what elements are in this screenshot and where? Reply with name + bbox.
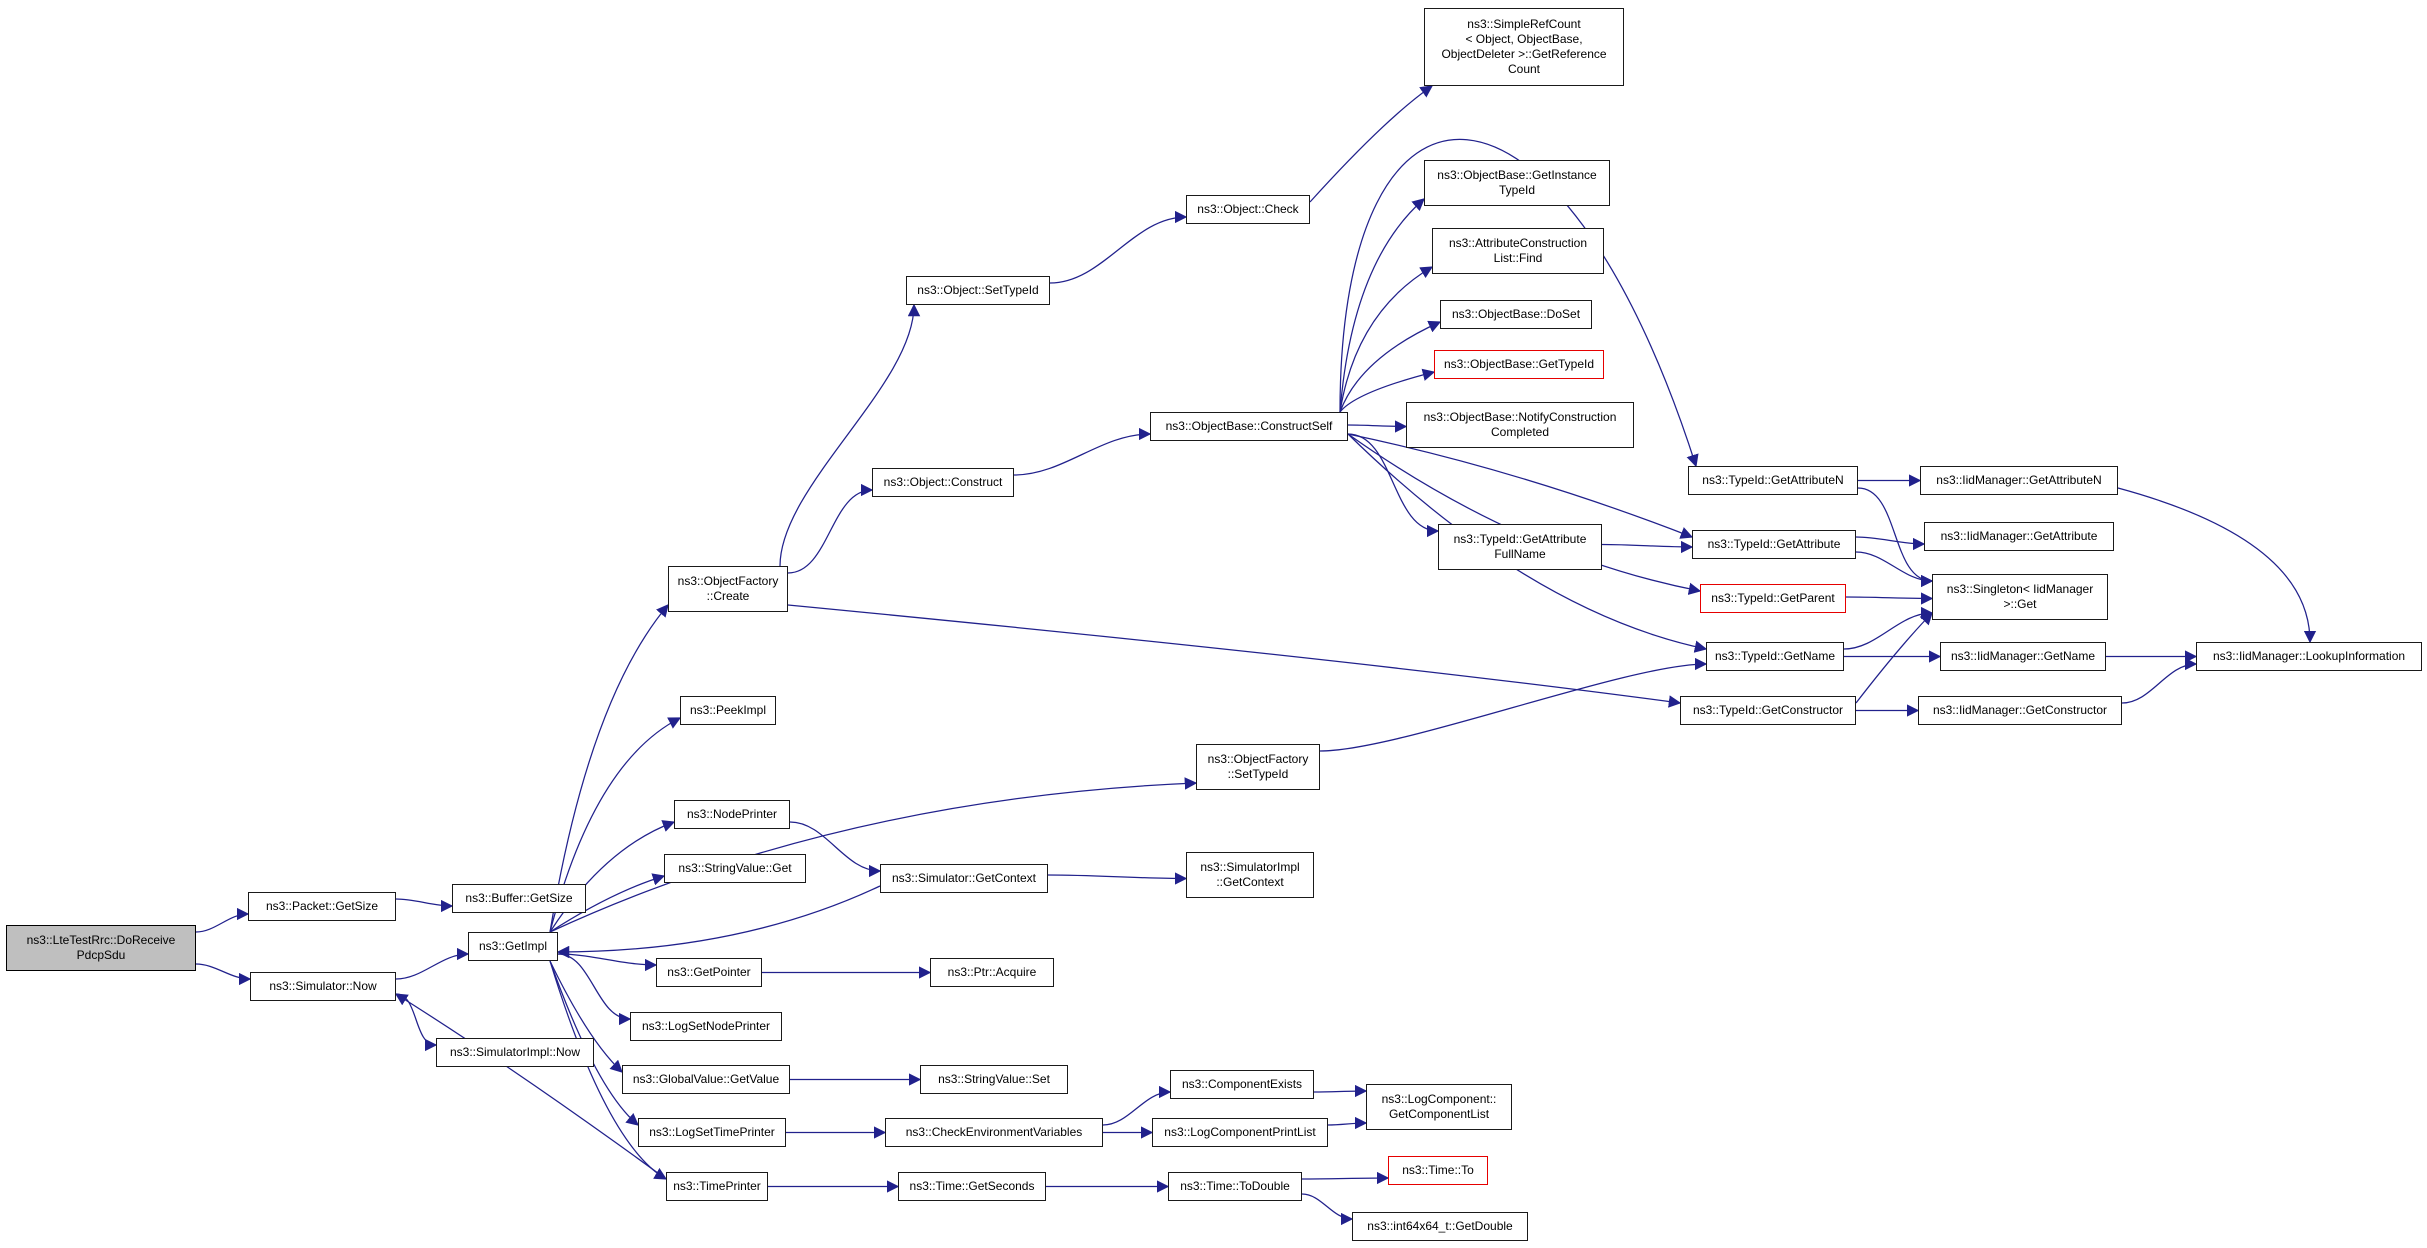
node-ptr-acquire[interactable]	[930, 958, 1054, 987]
node-tid-getattribute[interactable]	[1692, 530, 1856, 559]
node-simulatorimpl-now[interactable]	[436, 1038, 594, 1067]
node-label-line: ns3::SimpleRefCount	[1467, 17, 1581, 31]
node-sv-get[interactable]	[664, 854, 806, 883]
node-label-line: ns3::IidManager::GetAttributeN	[1936, 473, 2102, 487]
node-label-line: FullName	[1494, 547, 1546, 561]
node-label-line: ns3::LogSetNodePrinter	[641, 1019, 771, 1033]
node-label-line: ns3::Ptr::Acquire	[947, 965, 1037, 979]
node-singleton-get[interactable]	[1932, 574, 2108, 620]
node-tid-getname[interactable]	[1706, 642, 1844, 671]
node-label-line: ns3::Object::SetTypeId	[917, 283, 1039, 297]
node-label-line: ns3::NodePrinter	[686, 807, 778, 821]
edge-componentexists-to-logcomp-getcomplist	[1314, 1091, 1366, 1092]
node-label-line: < Object, ObjectBase,	[1465, 32, 1583, 46]
node-label-line: ObjectDeleter >::GetReference	[1441, 47, 1607, 61]
edge-tid-getparent-to-singleton-get	[1846, 597, 1932, 599]
node-simimpl-getcontext[interactable]	[1186, 852, 1314, 898]
node-label-line: ns3::TypeId::GetConstructor	[1692, 703, 1844, 717]
node-lookupinfo[interactable]	[2196, 642, 2422, 671]
node-label-line: ::Create	[706, 589, 750, 603]
node-label-line: ns3::LogSetTimePrinter	[649, 1125, 775, 1139]
edge-time-todouble-to-time-to	[1302, 1178, 1388, 1179]
node-label-line: ::GetContext	[1216, 875, 1284, 889]
node-label-line: ns3::IidManager::GetAttribute	[1940, 529, 2098, 543]
node-label-line: ns3::Time::To	[1402, 1163, 1474, 1177]
node-label-line: ns3::LogComponent::	[1381, 1092, 1497, 1106]
node-label-line: ns3::Time::ToDouble	[1180, 1179, 1290, 1193]
edge-constructself-to-getinstancetypeid	[1340, 199, 1424, 412]
node-label-line: ns3::Simulator::GetContext	[891, 871, 1037, 885]
node-label-line: ns3::ObjectBase::ConstructSelf	[1165, 419, 1333, 433]
node-constructself[interactable]	[1150, 412, 1348, 441]
node-gv-getvalue[interactable]	[622, 1065, 790, 1094]
node-sim-getcontext[interactable]	[880, 864, 1048, 893]
node-label-line: ns3::Time::GetSeconds	[909, 1179, 1035, 1193]
node-label-line: ns3::TypeId::GetAttribute	[1707, 537, 1841, 551]
edge-constructself-to-acl-find	[1340, 267, 1432, 412]
node-getinstancetypeid[interactable]	[1424, 160, 1610, 206]
node-label-line: List::Find	[1493, 251, 1543, 265]
node-checkenv[interactable]	[885, 1118, 1103, 1147]
edge-time-todouble-to-int64-getdouble	[1302, 1194, 1352, 1219]
node-componentexists[interactable]	[1170, 1070, 1314, 1099]
edge-iid-getattributen-to-lookupinfo	[2118, 488, 2310, 642]
edge-constructself-to-ob-doset	[1340, 322, 1440, 412]
node-sv-set[interactable]	[920, 1065, 1068, 1094]
edge-iid-getconstructor-to-lookupinfo	[2122, 664, 2196, 703]
edge-sim-getcontext-to-simimpl-getcontext	[1048, 875, 1186, 879]
node-int64-getdouble[interactable]	[1352, 1212, 1528, 1241]
node-ob-doset[interactable]	[1440, 300, 1592, 329]
node-label-line: ns3::TypeId::GetAttribute	[1453, 532, 1587, 546]
node-label-line: Count	[1507, 62, 1541, 76]
node-of-create[interactable]	[668, 566, 788, 612]
node-label-line: ns3::TypeId::GetName	[1714, 649, 1836, 663]
edge-packet-getsize-to-buffer-getsize	[396, 899, 452, 906]
node-time-todouble[interactable]	[1168, 1172, 1302, 1201]
node-label-line: ns3::IidManager::GetConstructor	[1932, 703, 2108, 717]
node-label-line: ns3::int64x64_t::GetDouble	[1367, 1219, 1513, 1233]
node-simplerefcount[interactable]	[1424, 8, 1624, 86]
node-timeprinter[interactable]	[666, 1172, 768, 1201]
edge-tid-getattrfullname-to-tid-getattribute	[1602, 545, 1692, 548]
node-label-line: ns3::PeekImpl	[689, 703, 767, 717]
node-of-settypeid[interactable]	[1196, 744, 1320, 790]
edge-logcomponentprintlist-to-logcomp-getcomplist	[1328, 1123, 1366, 1125]
node-getpointer[interactable]	[656, 958, 762, 987]
node-tid-getconstructor[interactable]	[1680, 696, 1856, 725]
node-label-line: TypeId	[1498, 183, 1536, 197]
node-label-line: ns3::ObjectBase::DoSet	[1451, 307, 1581, 321]
node-simulator-now[interactable]	[250, 972, 396, 1001]
node-nodeprinter[interactable]	[674, 800, 790, 829]
node-label-line: ns3::IidManager::GetName	[1950, 649, 2096, 663]
node-obj-construct[interactable]	[872, 468, 1014, 497]
node-ob-notify[interactable]	[1406, 402, 1634, 448]
node-iid-getname[interactable]	[1940, 642, 2106, 671]
edge-tid-getattribute-to-iid-getattribute	[1856, 537, 1924, 544]
node-label-line: ns3::StringValue::Set	[938, 1072, 1050, 1086]
node-iid-getattribute[interactable]	[1924, 522, 2114, 551]
node-label-line: ns3::Object::Check	[1197, 202, 1299, 216]
node-ob-gettypeid[interactable]	[1434, 350, 1604, 379]
node-time-getseconds[interactable]	[898, 1172, 1046, 1201]
node-obj-check[interactable]	[1186, 195, 1310, 224]
node-label-line: >::Get	[2003, 597, 2037, 611]
node-label-line: ns3::ObjectBase::GetInstance	[1437, 168, 1597, 182]
node-label-line: ns3::Singleton< IidManager	[1946, 582, 2094, 596]
node-label-line: ns3::StringValue::Get	[678, 861, 792, 875]
edge-of-settypeid-to-tid-getname	[1320, 664, 1706, 751]
node-label-line: ns3::ComponentExists	[1181, 1077, 1303, 1091]
node-logcomp-getcomplist[interactable]	[1366, 1084, 1512, 1130]
node-label-line: ns3::SimulatorImpl	[1200, 860, 1300, 874]
edge-simulator-now-to-simulatorimpl-now	[396, 994, 436, 1045]
node-peekimpl[interactable]	[680, 696, 776, 725]
node-label-line: ns3::ObjectBase::NotifyConstruction	[1423, 410, 1617, 424]
node-logsetnodeprinter[interactable]	[630, 1012, 782, 1041]
node-getimpl[interactable]	[468, 932, 558, 961]
node-label-line: ns3::ObjectFactory	[1207, 752, 1309, 766]
node-label-line: ns3::Simulator::Now	[269, 979, 377, 993]
node-label-line: Completed	[1490, 425, 1550, 439]
edge-getimpl-to-of-create	[550, 605, 668, 932]
edge-getimpl-to-of-settypeid	[550, 783, 1196, 932]
node-label-line: PdcpSdu	[76, 948, 126, 962]
node-packet-getsize[interactable]	[248, 892, 396, 921]
node-label-line: ns3::TypeId::GetParent	[1711, 591, 1835, 605]
edge-simulator-now-to-getimpl	[396, 954, 468, 979]
node-label-line: ns3::Packet::GetSize	[265, 899, 379, 913]
node-iid-getattributen[interactable]	[1920, 466, 2118, 495]
node-label-line: ns3::ObjectFactory	[677, 574, 779, 588]
node-buffer-getsize[interactable]	[452, 884, 586, 913]
node-logsettimeprinter[interactable]	[638, 1118, 786, 1147]
node-label-line: ns3::ObjectBase::GetTypeId	[1443, 357, 1595, 371]
node-label-line: ns3::TimePrinter	[673, 1179, 761, 1193]
node-tid-getattrfullname[interactable]	[1438, 524, 1602, 570]
node-label-line: ns3::LteTestRrc::DoReceive	[26, 933, 176, 947]
node-label-line: ns3::LogComponentPrintList	[1164, 1125, 1316, 1139]
edge-obj-construct-to-constructself	[1014, 434, 1150, 475]
node-label-line: ns3::SimulatorImpl::Now	[449, 1045, 581, 1059]
node-logcomponentprintlist[interactable]	[1152, 1118, 1328, 1147]
edge-constructself-to-tid-getattrfullname	[1348, 434, 1438, 531]
edge-tid-getname-to-singleton-get	[1844, 613, 1932, 649]
node-label-line: ns3::CheckEnvironmentVariables	[905, 1125, 1083, 1139]
node-label-line: ns3::GetPointer	[667, 965, 751, 979]
node-iid-getconstructor[interactable]	[1918, 696, 2122, 725]
node-label-line: GetComponentList	[1388, 1107, 1490, 1121]
node-obj-settypeid[interactable]	[906, 276, 1050, 305]
node-time-to[interactable]	[1388, 1156, 1488, 1185]
edge-obj-check-to-simplerefcount	[1310, 86, 1432, 202]
edge-constructself-to-ob-notify	[1348, 425, 1406, 427]
node-label-line: ::SetTypeId	[1227, 767, 1289, 781]
edge-of-create-to-obj-settypeid	[780, 305, 914, 566]
edge-main-to-packet-getsize	[196, 914, 248, 932]
node-label-line: ns3::GlobalValue::GetValue	[632, 1072, 780, 1086]
edge-of-create-to-tid-getconstructor	[788, 605, 1680, 703]
node-tid-getattributen[interactable]	[1688, 466, 1858, 495]
node-tid-getparent[interactable]	[1700, 584, 1846, 613]
node-label-line: ns3::IidManager::LookupInformation	[2212, 649, 2406, 663]
node-label-line: ns3::AttributeConstruction	[1448, 236, 1588, 250]
node-label-line: ns3::Object::Construct	[883, 475, 1003, 489]
edge-sim-getcontext-to-getimpl	[558, 886, 880, 952]
edge-tid-getattribute-to-singleton-get	[1856, 552, 1932, 581]
edge-constructself-to-tid-getattribute	[1348, 434, 1692, 537]
edge-main-to-simulator-now	[196, 964, 250, 979]
node-main[interactable]	[6, 925, 196, 971]
node-acl-find[interactable]	[1432, 228, 1604, 274]
edge-obj-settypeid-to-obj-check	[1050, 217, 1186, 283]
node-label-line: ns3::Buffer::GetSize	[465, 891, 573, 905]
node-label-line: ns3::GetImpl	[478, 939, 548, 953]
node-label-line: ns3::TypeId::GetAttributeN	[1702, 473, 1844, 487]
